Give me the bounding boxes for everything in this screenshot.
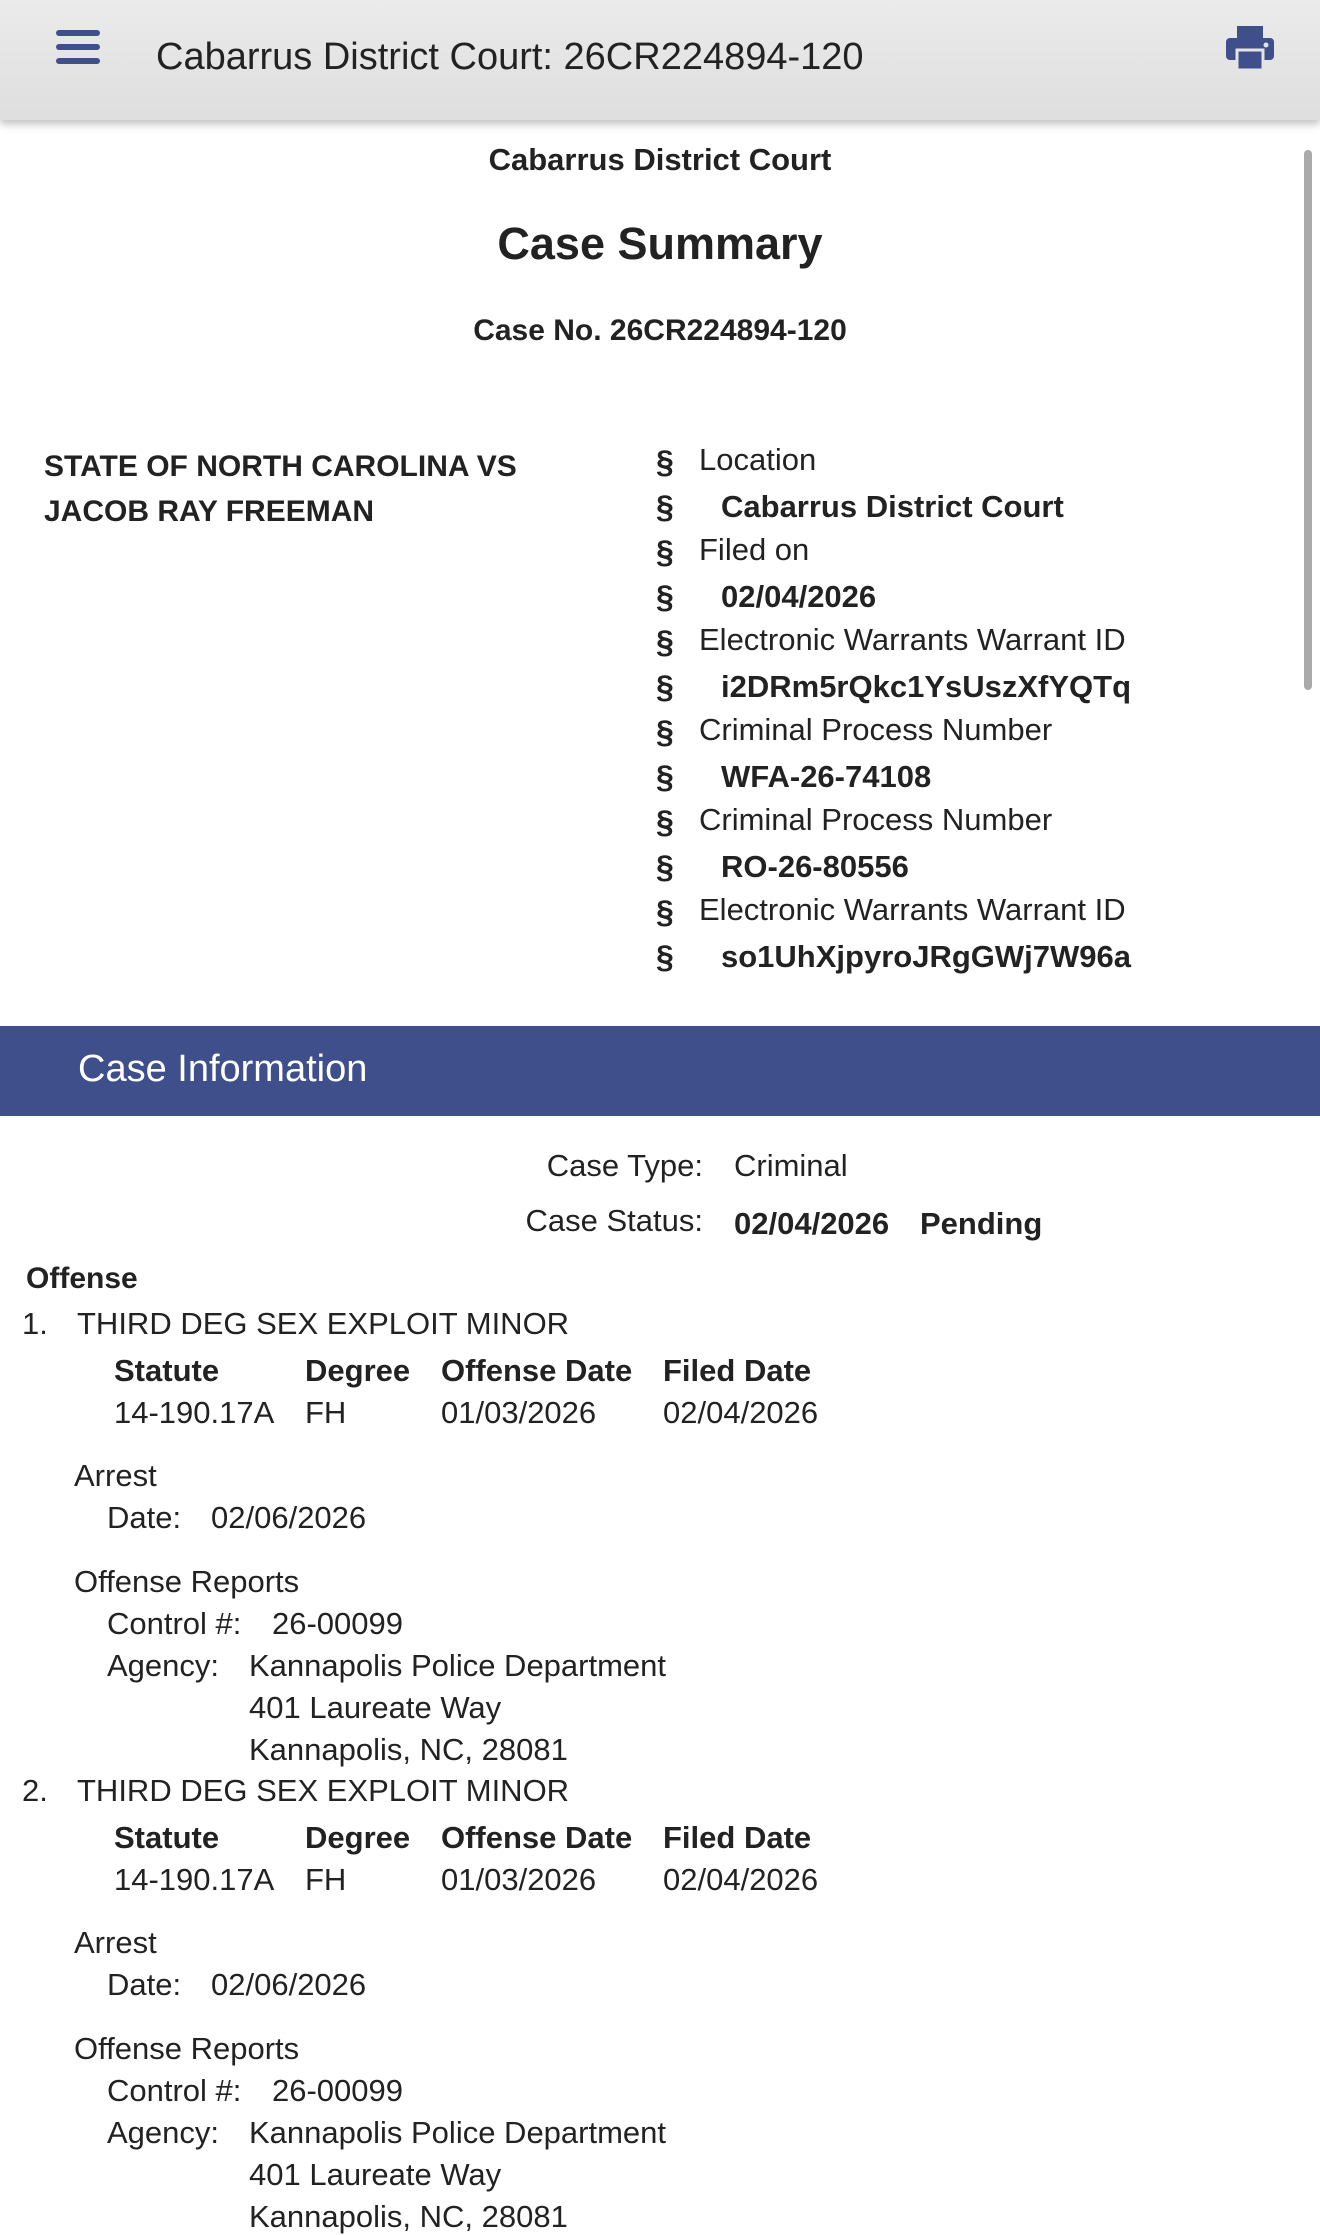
- case-detail-row: [656, 530, 1296, 575]
- offense-description: THIRD DEG SEX EXPLOIT MINOR: [77, 1773, 570, 1808]
- control-number-label: Control #:: [107, 2073, 242, 2108]
- control-number-value: 26-00099: [272, 2073, 404, 2108]
- filed-date-value: 02/04/2026: [663, 1395, 819, 1430]
- section-mark: §: [656, 444, 674, 480]
- case-detail-row: [656, 440, 1296, 485]
- case-detail-label: Criminal Process Number: [699, 802, 1053, 837]
- agency-name: Kannapolis Police Department: [249, 1648, 667, 1683]
- section-mark: §: [656, 939, 674, 975]
- case-detail-label: Electronic Warrants Warrant ID: [699, 622, 1126, 657]
- offense-date-header: Offense Date: [441, 1353, 633, 1388]
- section-mark: §: [656, 669, 674, 705]
- section-mark: §: [656, 849, 674, 885]
- agency-street: 401 Laureate Way: [249, 2157, 502, 2192]
- court-name: Cabarrus District Court: [488, 142, 832, 177]
- arrest-date-value: 02/06/2026: [211, 1967, 367, 2002]
- control-number-value: 26-00099: [272, 1606, 404, 1641]
- degree-header: Degree: [305, 1820, 411, 1855]
- page-title: Cabarrus District Court: 26CR224894-120: [156, 36, 864, 78]
- section-title: Case Information: [78, 1048, 368, 1090]
- offense-heading: Offense: [26, 1262, 138, 1295]
- degree-value: FH: [305, 1395, 347, 1430]
- case-number: Case No. 26CR224894-120: [473, 314, 847, 347]
- offense-date-header: Offense Date: [441, 1820, 633, 1855]
- agency-city: Kannapolis, NC, 28081: [249, 2199, 568, 2234]
- case-detail-value: RO-26-80556: [721, 849, 909, 884]
- case-detail-label: Filed on: [699, 532, 810, 567]
- case-parties: [44, 444, 604, 534]
- case-detail-value: i2DRm5rQkc1YsUszXfYQTq: [721, 669, 1132, 704]
- case-status-value: Pending: [920, 1206, 1043, 1241]
- case-status-date: 02/04/2026: [734, 1206, 890, 1241]
- case-details-list: [656, 440, 1296, 980]
- section-mark: §: [656, 579, 674, 615]
- case-detail-row: [656, 575, 1296, 620]
- filed-date-header: Filed Date: [663, 1353, 812, 1388]
- arrest-label: Arrest: [74, 1925, 157, 1960]
- offense-number: 1.: [22, 1306, 48, 1341]
- case-information-header: [0, 1026, 1320, 1116]
- arrest-date-label: Date:: [107, 1967, 182, 2002]
- offense-date-value: 01/03/2026: [441, 1395, 597, 1430]
- case-type-value: Criminal: [734, 1148, 848, 1183]
- offense-date-value: 01/03/2026: [441, 1862, 597, 1897]
- agency-street: 401 Laureate Way: [249, 1690, 502, 1725]
- case-summary-title: Case Summary: [497, 218, 823, 269]
- case-detail-row: [656, 710, 1296, 755]
- case-detail-value: WFA-26-74108: [721, 759, 932, 794]
- case-detail-row: [656, 665, 1296, 710]
- offense-number: 2.: [22, 1773, 48, 1808]
- control-number-label: Control #:: [107, 1606, 242, 1641]
- printer-icon[interactable]: [1224, 24, 1276, 72]
- section-mark: §: [656, 759, 674, 795]
- statute-header: Statute: [114, 1353, 220, 1388]
- case-detail-value: so1UhXjpyroJRgGWj7W96a: [721, 939, 1131, 974]
- case-detail-row: [656, 800, 1296, 845]
- section-mark: §: [656, 804, 674, 840]
- offense-description: THIRD DEG SEX EXPLOIT MINOR: [77, 1306, 570, 1341]
- hamburger-menu-icon[interactable]: [56, 30, 100, 66]
- section-mark: §: [656, 714, 674, 750]
- case-detail-row: [656, 890, 1296, 935]
- case-detail-row: [656, 755, 1296, 800]
- offense-reports-label: Offense Reports: [74, 1564, 300, 1599]
- statute-value: 14-190.17A: [114, 1395, 275, 1430]
- party-line: JACOB RAY FREEMAN: [44, 495, 375, 528]
- degree-value: FH: [305, 1862, 347, 1897]
- section-mark: §: [656, 624, 674, 660]
- section-mark: §: [656, 489, 674, 525]
- case-detail-label: Location: [699, 442, 817, 477]
- top-bar: [0, 0, 1320, 120]
- case-detail-value: Cabarrus District Court: [721, 489, 1064, 524]
- statute-value: 14-190.17A: [114, 1862, 275, 1897]
- agency-city: Kannapolis, NC, 28081: [249, 1732, 568, 1767]
- offense-reports-label: Offense Reports: [74, 2031, 300, 2066]
- section-mark: §: [656, 534, 674, 570]
- degree-header: Degree: [305, 1353, 411, 1388]
- filed-date-header: Filed Date: [663, 1820, 812, 1855]
- arrest-date-value: 02/06/2026: [211, 1500, 367, 1535]
- section-mark: §: [656, 894, 674, 930]
- case-status-label: Case Status:: [525, 1203, 703, 1238]
- agency-label: Agency:: [107, 1648, 220, 1683]
- agency-label: Agency:: [107, 2115, 220, 2150]
- arrest-label: Arrest: [74, 1458, 157, 1493]
- statute-header: Statute: [114, 1820, 220, 1855]
- case-detail-row: [656, 935, 1296, 980]
- arrest-date-label: Date:: [107, 1500, 182, 1535]
- case-detail-label: Electronic Warrants Warrant ID: [699, 892, 1126, 927]
- case-detail-label: Criminal Process Number: [699, 712, 1053, 747]
- case-detail-row: [656, 620, 1296, 665]
- case-detail-row: [656, 845, 1296, 890]
- case-detail-value: 02/04/2026: [721, 579, 877, 614]
- party-line: STATE OF NORTH CAROLINA VS: [44, 450, 517, 483]
- filed-date-value: 02/04/2026: [663, 1862, 819, 1897]
- case-detail-row: [656, 485, 1296, 530]
- agency-name: Kannapolis Police Department: [249, 2115, 667, 2150]
- case-type-label: Case Type:: [546, 1148, 703, 1183]
